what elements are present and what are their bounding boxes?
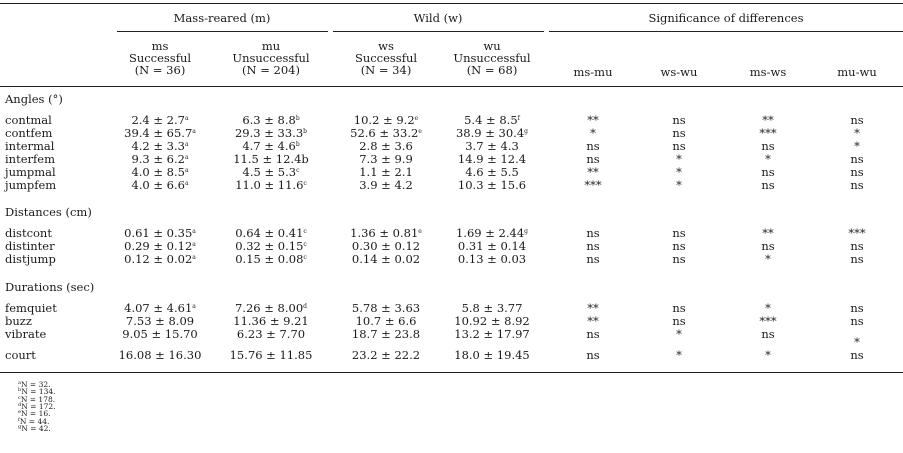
cell-value: 11.0 ± 11.6 bbox=[235, 178, 304, 192]
cell-wu bbox=[458, 253, 526, 265]
sig-mu-wu: * bbox=[854, 126, 860, 140]
cell-value: 13.2 ± 17.97 bbox=[454, 327, 530, 341]
cell-value: 10.92 ± 8.92 bbox=[454, 314, 530, 328]
cell-value: 0.31 ± 0.14 bbox=[457, 239, 527, 253]
cell-value: 5.78 ± 3.63 bbox=[351, 301, 421, 315]
cell-ms bbox=[124, 227, 196, 239]
cell-ms bbox=[124, 240, 196, 252]
sig-ms-ws: * bbox=[765, 252, 771, 266]
cell-wu bbox=[458, 240, 526, 252]
row-label: vibrate bbox=[5, 327, 47, 341]
sig-ms-mu: ns bbox=[586, 327, 600, 341]
column-label: Successful bbox=[128, 51, 192, 65]
cell-ws bbox=[356, 315, 417, 327]
cell-value: 2.8 ± 3.6 bbox=[359, 139, 413, 153]
sig-ms-ws: ns bbox=[761, 239, 775, 253]
cell-footnote-mark: a bbox=[184, 154, 189, 161]
cell-value: 10.2 ± 9.2 bbox=[353, 113, 415, 127]
header-bottom-rule bbox=[0, 86, 903, 87]
cell-value: 23.2 ± 22.2 bbox=[351, 348, 421, 362]
cell-ms bbox=[131, 166, 188, 178]
cell-wu bbox=[462, 302, 523, 314]
cell-footnote-mark: a bbox=[192, 303, 196, 310]
cell-ws bbox=[359, 166, 413, 178]
column-code: mu bbox=[261, 39, 281, 53]
footnote-text: N = 178. bbox=[20, 394, 56, 404]
cell-ws bbox=[352, 302, 420, 314]
cell-value: 4.5 ± 5.3 bbox=[242, 165, 297, 179]
section-title: Angles (°) bbox=[5, 92, 63, 106]
sig-ms-ws: * bbox=[765, 301, 771, 315]
cell-footnote-mark: c bbox=[303, 180, 307, 187]
cell-value: 4.0 ± 6.6 bbox=[131, 178, 185, 192]
column-n: (N = 204) bbox=[242, 63, 300, 77]
cell-wu bbox=[458, 179, 526, 191]
cell-footnote-mark: a bbox=[192, 128, 196, 135]
group-rule-significance bbox=[549, 31, 903, 32]
row-label: jumpmal bbox=[5, 165, 56, 179]
sig-ms-mu: ns bbox=[586, 239, 600, 253]
cell-value: 0.32 ± 0.15 bbox=[235, 239, 304, 253]
cell-value: 38.9 ± 30.4 bbox=[455, 126, 525, 140]
cell-ms bbox=[124, 253, 196, 265]
cell-mu bbox=[235, 179, 307, 191]
sig-mu-wu: ns bbox=[850, 252, 864, 266]
cell-ws bbox=[352, 253, 420, 265]
cell-mu bbox=[242, 114, 299, 126]
cell-footnote-mark: a bbox=[184, 180, 189, 187]
footnote-mark: b bbox=[18, 387, 22, 394]
sig-ms-ws: *** bbox=[759, 314, 777, 328]
cell-value: 1.36 ± 0.81 bbox=[350, 226, 419, 240]
cell-ms bbox=[122, 328, 197, 340]
cell-value: 52.6 ± 33.2 bbox=[350, 126, 419, 140]
cell-footnote-mark: a bbox=[192, 228, 196, 235]
column-label: Unsuccessful bbox=[232, 51, 310, 65]
cell-mu bbox=[235, 127, 307, 139]
sig-ms-mu: ** bbox=[587, 165, 599, 179]
cell-mu bbox=[243, 166, 300, 178]
cell-footnote-mark: d bbox=[303, 303, 308, 310]
column-header-wu bbox=[453, 40, 530, 76]
sig-ms-ws: ** bbox=[762, 113, 774, 127]
sig-ms-mu: ns bbox=[586, 226, 600, 240]
cell-mu bbox=[237, 328, 305, 340]
footnote-text: N = 42. bbox=[21, 423, 51, 433]
footnote-text: N = 32. bbox=[20, 380, 51, 389]
cell-wu bbox=[454, 328, 529, 340]
cell-value: 4.6 ± 5.5 bbox=[465, 165, 519, 179]
column-label: Unsuccessful bbox=[453, 51, 531, 65]
sig-mu-wu: ns bbox=[850, 165, 864, 179]
cell-value: 3.9 ± 4.2 bbox=[359, 178, 413, 192]
row-label: intermal bbox=[5, 139, 55, 153]
column-header-ms bbox=[129, 40, 191, 76]
sig-mu-wu: ns bbox=[850, 239, 864, 253]
cell-value: 5.4 ± 8.5 bbox=[464, 113, 518, 127]
row-label: contmal bbox=[5, 113, 52, 127]
cell-value: 15.76 ± 11.85 bbox=[229, 348, 313, 362]
cell-value: 11.5 ± 12.4b bbox=[233, 152, 309, 166]
cell-value: 10.7 ± 6.6 bbox=[355, 314, 417, 328]
cell-value: 39.4 ± 65.7 bbox=[124, 126, 193, 140]
footnote-text: N = 16. bbox=[20, 409, 51, 419]
cell-value: 1.1 ± 2.1 bbox=[359, 165, 413, 179]
sig-ws-wu: ns bbox=[672, 126, 686, 140]
sig-ms-ws: ns bbox=[761, 327, 775, 341]
sig-ms-mu: *** bbox=[584, 178, 602, 192]
sig-ms-ws: ns bbox=[761, 178, 775, 192]
cell-value: 0.13 ± 0.03 bbox=[457, 252, 527, 266]
sig-header-ws-wu: ws-wu bbox=[660, 65, 698, 79]
cell-mu bbox=[235, 240, 307, 252]
cell-value: 4.7 ± 4.6 bbox=[242, 139, 296, 153]
sig-ws-wu: ns bbox=[672, 314, 686, 328]
cell-footnote-mark: c bbox=[296, 167, 300, 174]
column-n: (N = 36) bbox=[134, 63, 186, 77]
cell-mu bbox=[233, 153, 309, 165]
cell-mu bbox=[235, 227, 307, 239]
cell-footnote-mark: c bbox=[303, 228, 307, 235]
cell-footnote-mark: b bbox=[303, 128, 308, 135]
sig-mu-wu: * bbox=[854, 335, 860, 349]
row-label: distjump bbox=[5, 252, 56, 266]
cell-footnote-mark: a bbox=[184, 115, 189, 122]
cell-ms bbox=[126, 315, 194, 327]
sig-ws-wu: * bbox=[676, 178, 682, 192]
cell-value: 4.0 ± 8.5 bbox=[131, 165, 185, 179]
cell-ws bbox=[352, 328, 420, 340]
cell-wu bbox=[454, 349, 529, 361]
footnote bbox=[18, 425, 51, 433]
sig-ms-ws: * bbox=[765, 152, 771, 166]
cell-value: 0.15 ± 0.08 bbox=[235, 252, 304, 266]
cell-ms bbox=[131, 140, 188, 152]
footnote-mark: g bbox=[18, 423, 22, 430]
cell-value: 11.36 ± 9.21 bbox=[233, 314, 309, 328]
row-label: court bbox=[5, 348, 36, 362]
sig-ms-ws: * bbox=[765, 348, 771, 362]
cell-footnote-mark: a bbox=[184, 141, 189, 148]
sig-ws-wu: ns bbox=[672, 301, 686, 315]
cell-value: 10.3 ± 15.6 bbox=[457, 178, 527, 192]
cell-footnote-mark: f bbox=[517, 115, 520, 122]
cell-ws bbox=[352, 240, 420, 252]
cell-footnote-mark: a bbox=[192, 254, 196, 261]
cell-ws bbox=[359, 153, 413, 165]
column-n: (N = 34) bbox=[360, 63, 412, 77]
cell-mu bbox=[242, 140, 299, 152]
cell-wu bbox=[456, 227, 528, 239]
cell-footnote-mark: c bbox=[303, 254, 307, 261]
cell-value: 0.12 ± 0.02 bbox=[124, 252, 193, 266]
sig-mu-wu: ns bbox=[850, 152, 864, 166]
cell-value: 4.2 ± 3.3 bbox=[131, 139, 185, 153]
sig-ms-ws: ns bbox=[761, 165, 775, 179]
cell-wu bbox=[456, 127, 528, 139]
sig-mu-wu: ns bbox=[850, 113, 864, 127]
sig-ws-wu: ns bbox=[672, 252, 686, 266]
footnote-mark: c bbox=[18, 394, 21, 401]
cell-value: 6.23 ± 7.70 bbox=[236, 327, 306, 341]
cell-value: 0.64 ± 0.41 bbox=[235, 226, 304, 240]
sig-ws-wu: * bbox=[676, 165, 682, 179]
cell-ws bbox=[352, 349, 420, 361]
group-rule-wild bbox=[333, 31, 544, 32]
cell-ms bbox=[131, 153, 188, 165]
table-bottom-rule bbox=[0, 372, 903, 373]
cell-ws bbox=[350, 127, 422, 139]
column-code: wu bbox=[483, 39, 501, 53]
row-label: jumpfem bbox=[5, 178, 57, 192]
cell-value: 5.8 ± 3.77 bbox=[461, 301, 523, 315]
cell-footnote-mark: b bbox=[295, 141, 300, 148]
cell-wu bbox=[454, 315, 529, 327]
sig-ms-ws: *** bbox=[759, 126, 777, 140]
sig-mu-wu: ns bbox=[850, 178, 864, 192]
cell-value: 1.69 ± 2.44 bbox=[455, 226, 525, 240]
cell-value: 7.26 ± 8.00 bbox=[234, 301, 304, 315]
sig-mu-wu: ns bbox=[850, 348, 864, 362]
cell-ws bbox=[359, 140, 413, 152]
cell-ms bbox=[119, 349, 202, 361]
sig-ws-wu: * bbox=[676, 348, 682, 362]
section-title: Durations (sec) bbox=[5, 280, 95, 294]
column-header-mu bbox=[232, 40, 309, 76]
sig-ms-mu: ** bbox=[587, 314, 599, 328]
cell-footnote-mark: a bbox=[192, 241, 196, 248]
row-label: distcont bbox=[5, 226, 52, 240]
cell-ms bbox=[131, 179, 188, 191]
cell-ws bbox=[350, 227, 422, 239]
sig-ms-mu: ** bbox=[587, 113, 599, 127]
sig-ws-wu: ns bbox=[672, 226, 686, 240]
cell-footnote-mark: b bbox=[295, 115, 300, 122]
cell-value: 7.53 ± 8.09 bbox=[125, 314, 195, 328]
cell-value: 2.4 ± 2.7 bbox=[131, 113, 185, 127]
footnote-text: N = 134. bbox=[21, 387, 56, 397]
footnote-text: N = 172. bbox=[21, 401, 56, 411]
footnote-mark: a bbox=[18, 380, 21, 386]
sig-ms-mu: ns bbox=[586, 348, 600, 362]
sig-mu-wu: ns bbox=[850, 314, 864, 328]
column-n: (N = 68) bbox=[466, 63, 518, 77]
cell-ws bbox=[359, 179, 413, 191]
cell-mu bbox=[233, 315, 308, 327]
group-header-significance: Significance of differences bbox=[648, 11, 804, 25]
group-header-wild: Wild (w) bbox=[413, 11, 463, 25]
sig-ms-mu: * bbox=[590, 126, 596, 140]
cell-value: 0.29 ± 0.12 bbox=[124, 239, 193, 253]
sig-ms-mu: ns bbox=[586, 152, 600, 166]
cell-value: 3.7 ± 4.3 bbox=[465, 139, 519, 153]
cell-value: 18.0 ± 19.45 bbox=[454, 348, 530, 362]
cell-value: 0.30 ± 0.12 bbox=[351, 239, 421, 253]
cell-wu bbox=[465, 140, 519, 152]
section-title: Distances (cm) bbox=[5, 205, 92, 219]
cell-value: 14.9 ± 12.4 bbox=[457, 152, 527, 166]
table-top-rule bbox=[0, 3, 903, 4]
row-label: contfem bbox=[5, 126, 53, 140]
cell-ms bbox=[124, 302, 196, 314]
cell-footnote-mark: g bbox=[524, 228, 529, 235]
column-label: Successful bbox=[354, 51, 418, 65]
cell-mu bbox=[230, 349, 313, 361]
cell-footnote-mark: c bbox=[303, 241, 307, 248]
sig-mu-wu: * bbox=[854, 139, 860, 153]
sig-header-mu-wu: mu-wu bbox=[837, 65, 877, 79]
cell-value: 18.7 ± 23.8 bbox=[351, 327, 421, 341]
cell-footnote-mark: a bbox=[184, 167, 189, 174]
sig-header-ms-ws: ms-ws bbox=[749, 65, 787, 79]
sig-ws-wu: ns bbox=[672, 113, 686, 127]
sig-ws-wu: ns bbox=[672, 239, 686, 253]
sig-header-ms-mu: ms-mu bbox=[573, 65, 613, 79]
cell-mu bbox=[235, 253, 307, 265]
cell-footnote-mark: e bbox=[414, 115, 419, 122]
column-code: ms bbox=[151, 39, 169, 53]
sig-ws-wu: ns bbox=[672, 139, 686, 153]
sig-ms-mu: ** bbox=[587, 301, 599, 315]
row-label: femquiet bbox=[5, 301, 57, 315]
cell-wu bbox=[464, 114, 520, 126]
row-label: buzz bbox=[5, 314, 32, 328]
sig-ms-ws: ns bbox=[761, 139, 775, 153]
cell-value: 9.3 ± 6.2 bbox=[131, 152, 185, 166]
footnote-mark: f bbox=[18, 416, 20, 423]
cell-value: 7.3 ± 9.9 bbox=[359, 152, 413, 166]
sig-ms-mu: ns bbox=[586, 139, 600, 153]
cell-footnote-mark: g bbox=[524, 128, 529, 135]
column-code: ws bbox=[378, 39, 394, 53]
sig-mu-wu: *** bbox=[848, 226, 866, 240]
cell-value: 6.3 ± 8.8 bbox=[242, 113, 296, 127]
cell-value: 4.07 ± 4.61 bbox=[124, 301, 193, 315]
sig-ms-mu: ns bbox=[586, 252, 600, 266]
cell-ms bbox=[131, 114, 188, 126]
footnote-mark: e bbox=[18, 409, 21, 416]
cell-ws bbox=[354, 114, 418, 126]
footnote-text: N = 44. bbox=[19, 416, 50, 426]
cell-value: 9.05 ± 15.70 bbox=[122, 327, 198, 341]
cell-wu bbox=[465, 166, 519, 178]
cell-footnote-mark: e bbox=[418, 128, 422, 135]
cell-value: 16.08 ± 16.30 bbox=[118, 348, 202, 362]
column-header-ws bbox=[355, 40, 417, 76]
cell-value: 0.61 ± 0.35 bbox=[124, 226, 193, 240]
cell-value: 0.14 ± 0.02 bbox=[351, 252, 421, 266]
row-label: distinter bbox=[5, 239, 55, 253]
footnote-mark: d bbox=[18, 401, 22, 408]
sig-ms-ws: ** bbox=[762, 226, 774, 240]
group-rule-mass-reared bbox=[117, 31, 328, 32]
sig-mu-wu: ns bbox=[850, 301, 864, 315]
cell-footnote-mark: e bbox=[418, 228, 422, 235]
group-header-mass-reared: Mass-reared (m) bbox=[173, 11, 271, 25]
sig-ws-wu: * bbox=[676, 327, 682, 341]
sig-ws-wu: * bbox=[676, 152, 682, 166]
row-label: interfem bbox=[5, 152, 55, 166]
cell-ms bbox=[124, 127, 196, 139]
cell-mu bbox=[235, 302, 307, 314]
cell-wu bbox=[458, 153, 526, 165]
cell-value: 29.3 ± 33.3 bbox=[234, 126, 304, 140]
